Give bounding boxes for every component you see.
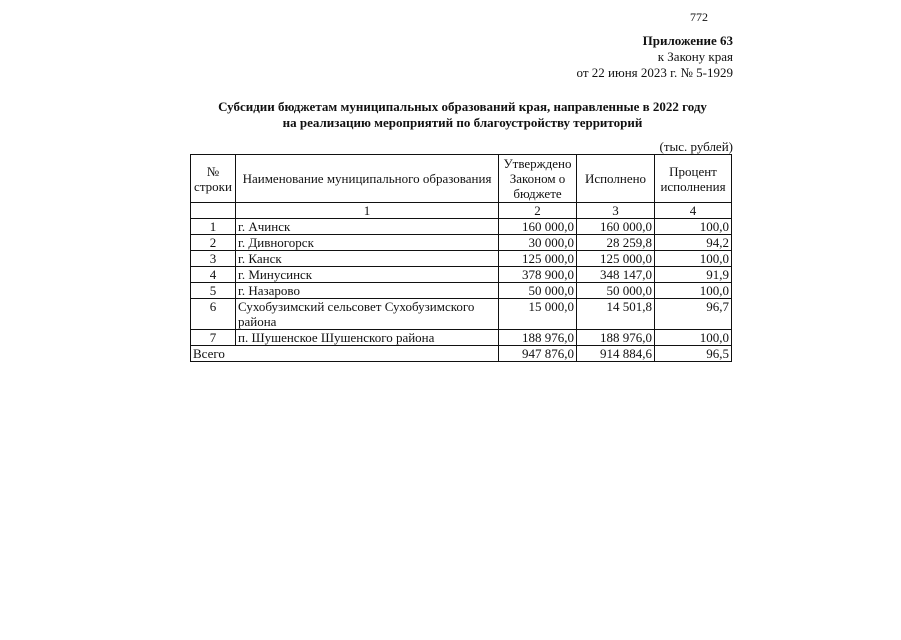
- table-header-row: [191, 155, 732, 203]
- column-index: 1: [236, 203, 499, 219]
- table-row: [191, 299, 732, 330]
- municipality-name: п. Шушенское Шушенского района: [236, 330, 499, 346]
- column-index: 4: [655, 203, 732, 219]
- executed-value: 348 147,0: [577, 267, 655, 283]
- row-number: 5: [191, 283, 236, 299]
- executed-value: 28 259,8: [577, 235, 655, 251]
- percent-value: 91,9: [655, 267, 732, 283]
- table-row: [191, 267, 732, 283]
- column-index-blank: [191, 203, 236, 219]
- municipality-name: г. Канск: [236, 251, 499, 267]
- approved-value: 50 000,0: [499, 283, 577, 299]
- municipality-name: г. Назарово: [236, 283, 499, 299]
- executed-value: 188 976,0: [577, 330, 655, 346]
- approved-value: 160 000,0: [499, 219, 577, 235]
- percent-value: 96,7: [655, 299, 732, 330]
- row-number: 2: [191, 235, 236, 251]
- executed-value: 14 501,8: [577, 299, 655, 330]
- total-executed: 914 884,6: [577, 346, 655, 362]
- municipality-name: г. Ачинск: [236, 219, 499, 235]
- approved-value: 378 900,0: [499, 267, 577, 283]
- row-number: 6: [191, 299, 236, 330]
- total-percent: 96,5: [655, 346, 732, 362]
- municipality-name: г. Дивногорск: [236, 235, 499, 251]
- executed-value: 125 000,0: [577, 251, 655, 267]
- header-row-number: № строки: [191, 155, 236, 203]
- total-label: Всего: [191, 346, 499, 362]
- header-percent: Процент исполнения: [655, 155, 732, 203]
- appendix-title: Приложение 63: [642, 33, 733, 48]
- document-title-line-2: на реализацию мероприятий по благоустройству территорий: [282, 115, 643, 130]
- row-number: 3: [191, 251, 236, 267]
- municipality-name: Сухобузимский сельсовет Сухобузимского района: [236, 299, 499, 330]
- percent-value: 100,0: [655, 219, 732, 235]
- page-number: 772: [690, 10, 708, 24]
- executed-value: 160 000,0: [577, 219, 655, 235]
- row-number: 4: [191, 267, 236, 283]
- total-approved: 947 876,0: [499, 346, 577, 362]
- header-approved: Утверждено Законом о бюджете: [499, 155, 577, 203]
- table-row: [191, 235, 732, 251]
- appendix-block: [577, 33, 733, 81]
- municipality-name: г. Минусинск: [236, 267, 499, 283]
- approved-value: 125 000,0: [499, 251, 577, 267]
- document-title: [190, 99, 735, 131]
- subsidies-table: [190, 154, 732, 362]
- percent-value: 100,0: [655, 283, 732, 299]
- percent-value: 94,2: [655, 235, 732, 251]
- total-row: [191, 346, 732, 362]
- table-row: [191, 330, 732, 346]
- appendix-law-reference: к Закону края: [657, 49, 733, 64]
- table-row: [191, 283, 732, 299]
- row-number: 1: [191, 219, 236, 235]
- percent-value: 100,0: [655, 330, 732, 346]
- approved-value: 15 000,0: [499, 299, 577, 330]
- units-label: (тыс. рублей): [659, 139, 733, 154]
- table-row: [191, 219, 732, 235]
- row-number: 7: [191, 330, 236, 346]
- column-index-row: [191, 203, 732, 219]
- header-executed: Исполнено: [577, 155, 655, 203]
- approved-value: 188 976,0: [499, 330, 577, 346]
- percent-value: 100,0: [655, 251, 732, 267]
- approved-value: 30 000,0: [499, 235, 577, 251]
- column-index: 3: [577, 203, 655, 219]
- appendix-law-date: от 22 июня 2023 г. № 5-1929: [576, 65, 733, 80]
- header-municipality-name: Наименование муниципального образования: [236, 155, 499, 203]
- table-row: [191, 251, 732, 267]
- executed-value: 50 000,0: [577, 283, 655, 299]
- document-title-line-1: Субсидии бюджетам муниципальных образований края, направленные в 2022 году: [218, 99, 707, 114]
- column-index: 2: [499, 203, 577, 219]
